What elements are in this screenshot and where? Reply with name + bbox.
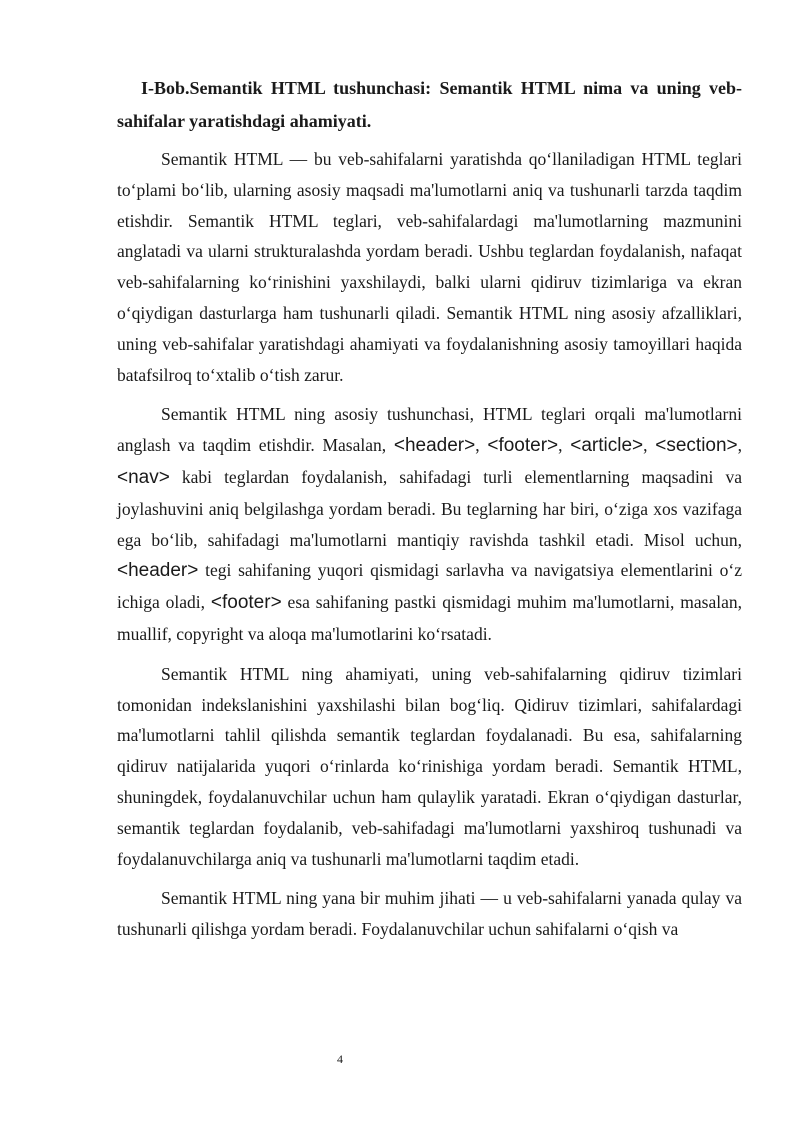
paragraph-1: Semantik HTML — bu veb-sahifalarni yaratishda qo‘llaniladigan HTML teglari to‘plami bo‘lib, ularning asosiy maqsadi ma'lumotlarni aniq va tushunarli tarzda taqdim etishdir. Semantik HTML teglari, veb-sahifalardagi ma'lumotlarning mazmunini anglatadi va ularni strukturalashda yordam beradi. Ushbu teglardan foydalanish, nafaqat veb-sahifalarning ko‘rinishini yaxshilaydi, balki ularni qidiruv tizimlariga va ekran o‘qiydigan dasturlarga ham tushunarli qiladi. Semantik HTML ning asosiy afzalliklari, uning veb-sahifalar yaratishdagi ahamiyati va foydalanishning asosiy tamoyillari haqida batafsilroq to‘xtalib o‘tish zarur. xyxy=(117,149,742,385)
tag-article-code: <article> xyxy=(570,435,644,457)
separator: , xyxy=(643,435,656,456)
separator: , xyxy=(475,435,488,456)
paragraph-2-text-4: esa sahifaning pastki qismidagi muhim ma'lumotlarni, masalan, muallif, copyright va aloqa ma'lumotlarini ko‘rsatadi. xyxy=(117,592,742,644)
tag-header-code: <header> xyxy=(393,435,476,457)
paragraph-2-text-2: kabi teglardan foydalanish, sahifadagi turli elementlarning maqsadini va joylashuvini aniq belgilashga yordam beradi. Bu teglarning har biri, o‘ziga xos vazifaga ega bo‘lib, sahifadagi ma'lumotlarni mantiqiy ravishda tashkil etadi. Misol uchun, xyxy=(117,466,742,550)
tag-section-code: <section> xyxy=(655,435,738,457)
page-content xyxy=(117,72,742,945)
tag-header-code-2: <header> xyxy=(117,560,199,582)
chapter-heading: I-Bob.Semantik HTML tushunchasi: Semantik HTML nima va uning veb-sahifalar yaratishdagi ahamiyati. xyxy=(117,78,742,131)
paragraph-2-text-3: tegi sahifaning yuqori qismidagi sarlavha va navigatsiya elementlarini o‘z ichiga oladi, xyxy=(117,560,742,613)
paragraph-2 xyxy=(117,399,742,649)
tag-footer-code-2: <footer> xyxy=(210,592,282,614)
tag-footer-code: <footer> xyxy=(487,435,559,457)
page-number: 4 xyxy=(337,1052,343,1066)
separator: , xyxy=(558,435,571,456)
tag-nav-code: <nav> xyxy=(117,466,170,488)
paragraph-2-text-1: Semantik HTML ning asosiy tushunchasi, HTML teglari orqali ma'lumotlarni anglash va taqdim etishdir. Masalan, xyxy=(117,404,742,456)
paragraph-4: Semantik HTML ning yana bir muhim jihati — u veb-sahifalarni yanada qulay va tushunarli qilishga yordam beradi. Foydalanuvchilar uchun sahifalarni o‘qish va xyxy=(117,888,742,940)
separator: , xyxy=(737,435,743,456)
paragraph-3: Semantik HTML ning ahamiyati, uning veb-sahifalarning qidiruv tizimlari tomonidan indekslanishini yaxshilashi bilan bog‘liq. Qidiruv tizimlari, sahifalardagi ma'lumotlarni tahlil qilishda semantik teglardan foydalanadi. Bu esa, sahifalarning qidiruv natijalarida yuqori o‘rinlarda ko‘rinishiga yordam beradi. Semantik HTML, shuningdek, foydalanuvchilar uchun ham qulaylik yaratadi. Ekran o‘qiydigan dasturlar, semantik teglardan foydalanib, veb-sahifadagi ma'lumotlarni yaxshiroq tushunadi va foydalanuvchilarga aniq va tushunarli ma'lumotlarni taqdim etadi. xyxy=(117,663,742,869)
